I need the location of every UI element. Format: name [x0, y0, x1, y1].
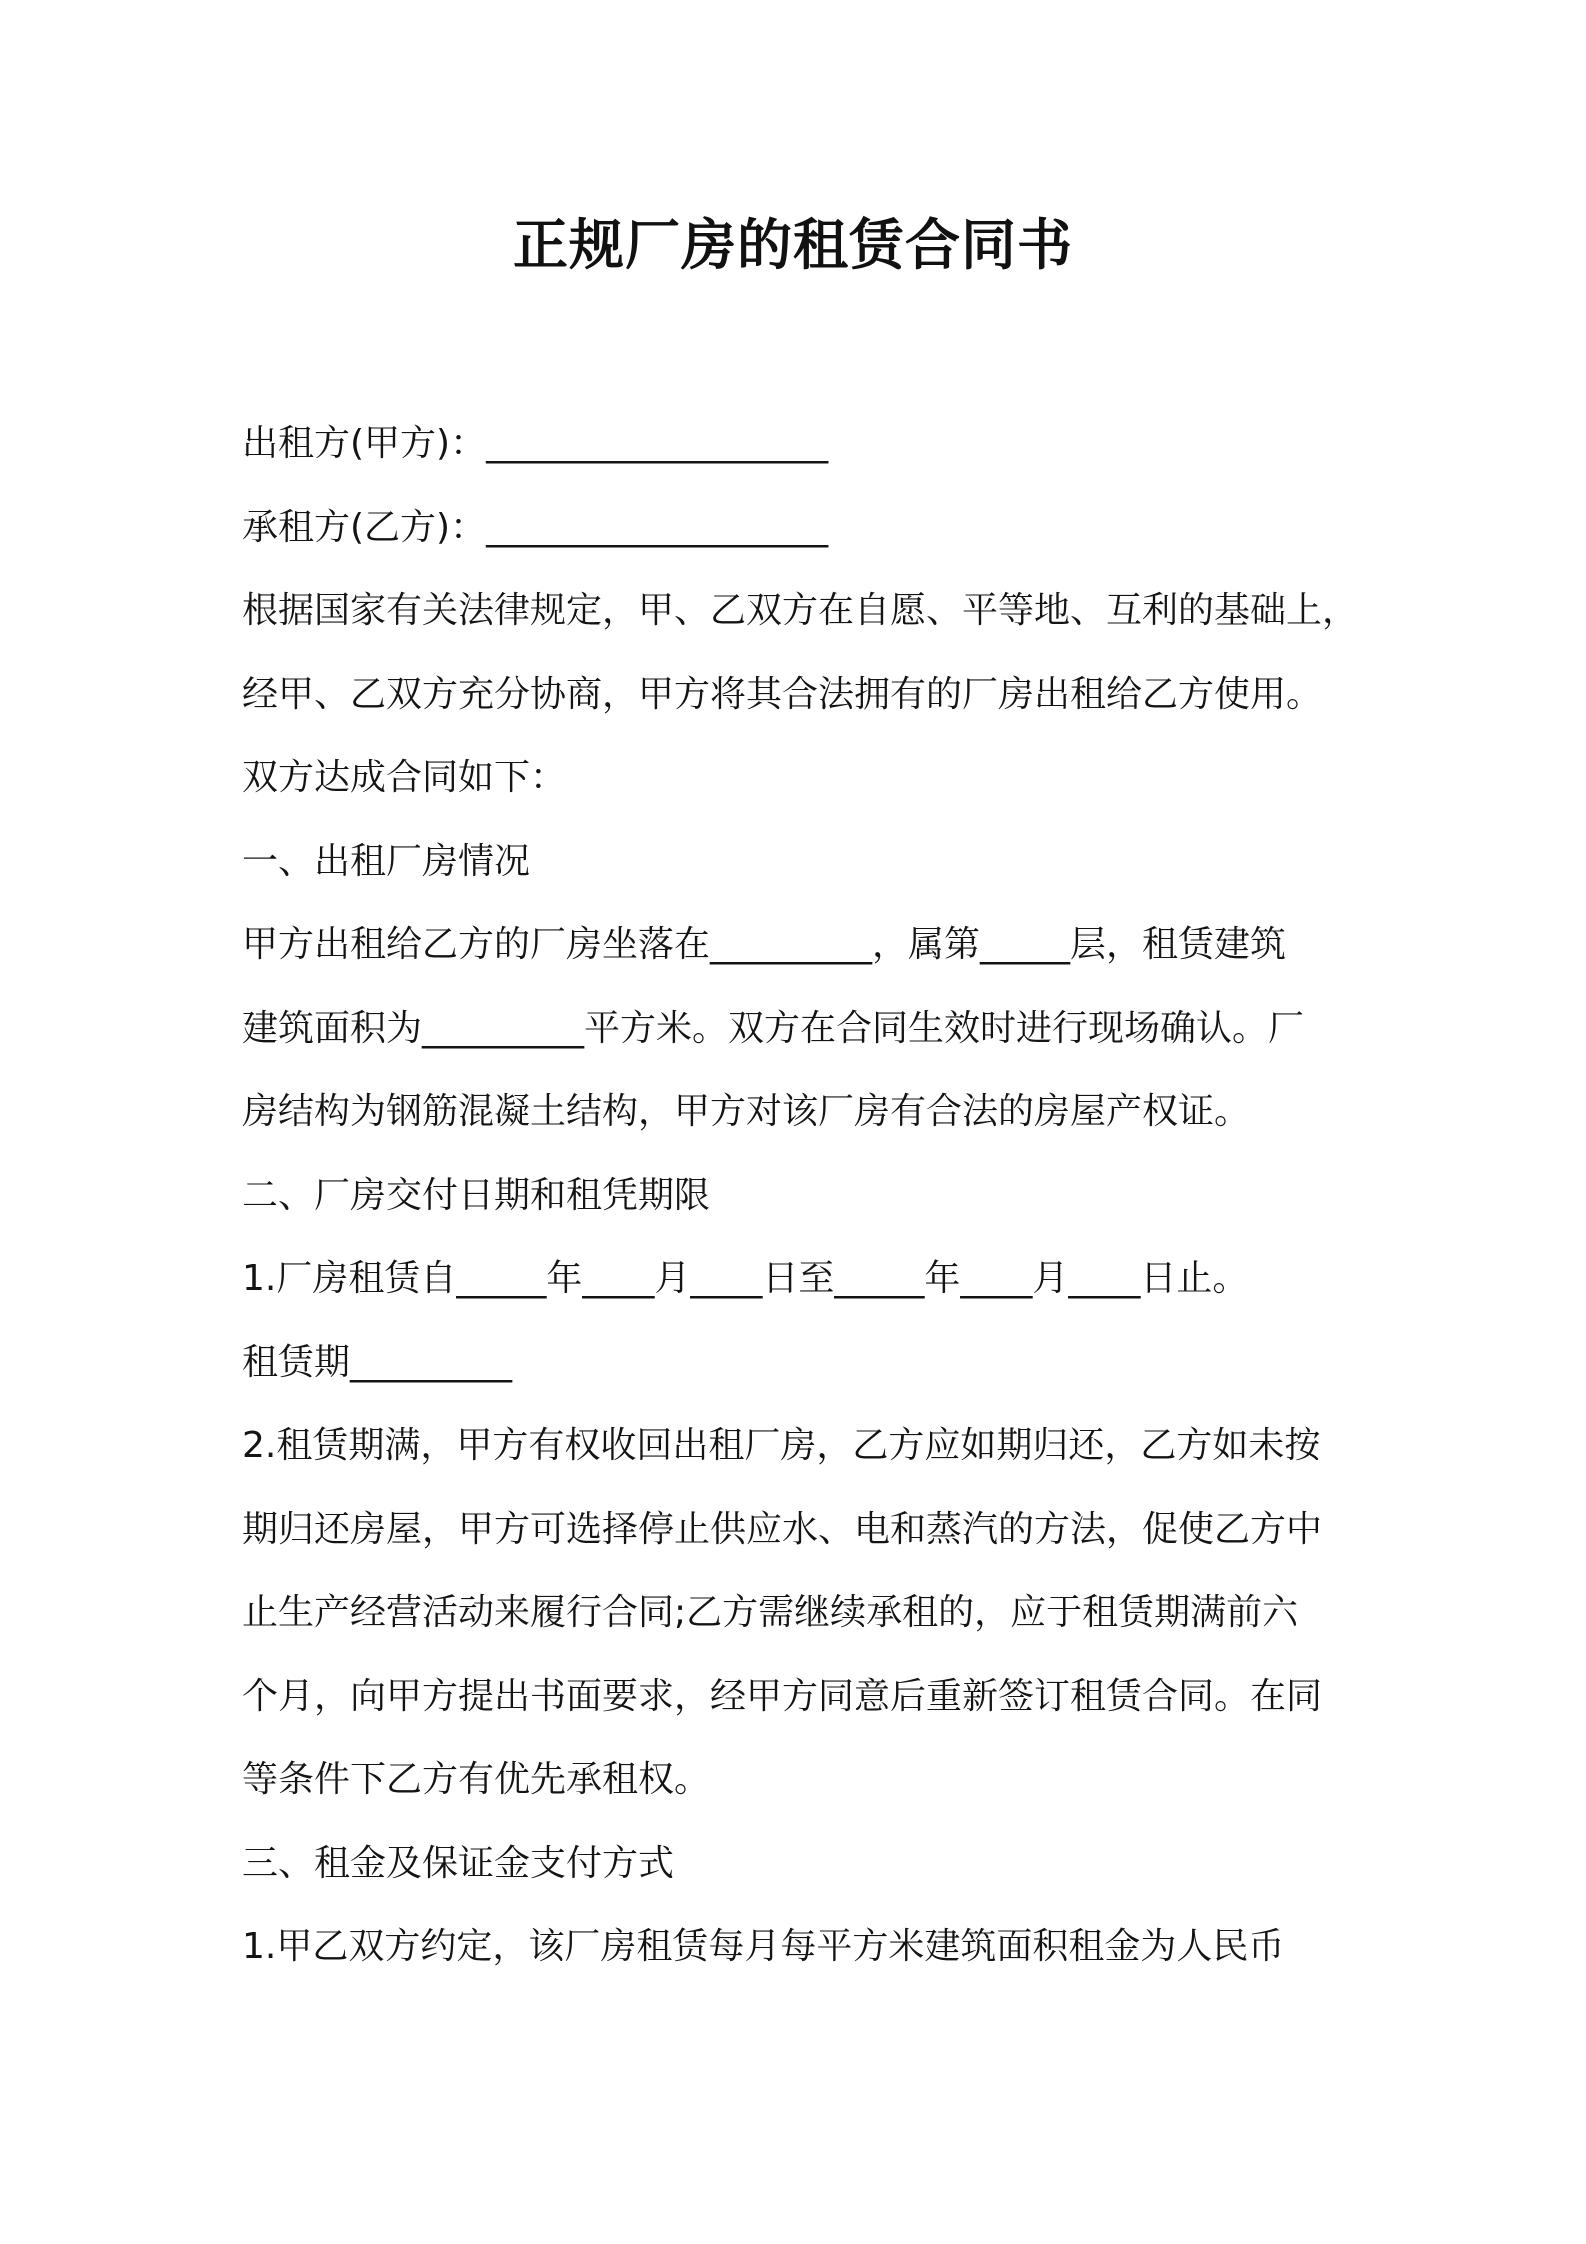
section-2-line-4: 期归还房屋，甲方可选择停止供应水、电和蒸汽的方法，促使乙方中 [242, 1508, 1323, 1550]
section-3-line-1: 1.甲乙双方约定，该厂房租赁每月每平方米建筑面积租金为人民币 [242, 1926, 1285, 1967]
document-body [242, 402, 1372, 1989]
section-2-line-3: 2.租赁期满，甲方有权收回出租厂房，乙方应如期归还，乙方如未按 [242, 1425, 1321, 1466]
section-1-line-2: 建筑面积为_________平方米。双方在合同生效时进行现场确认。厂 [242, 1007, 1305, 1049]
section-1-line-1: 甲方出租给乙方的厂房坐落在_________，属第_____层，租赁建筑 [242, 924, 1287, 965]
section-heading-3: 三、租金及保证金支付方式 [242, 1842, 675, 1884]
section-2-line-2: 租赁期_________ [242, 1341, 513, 1383]
section-heading-2: 二、厂房交付日期和租凭期限 [242, 1174, 711, 1216]
section-2-line-6: 个月，向甲方提出书面要求，经甲方同意后重新签订租赁合同。在同 [242, 1675, 1323, 1717]
section-2-line-5: 止生产经营活动来履行合同;乙方需继续承租的，应于租赁期满前六 [242, 1592, 1299, 1633]
intro-line-2: 经甲、乙双方充分协商，甲方将其合法拥有的厂房出租给乙方使用。 [242, 673, 1323, 715]
section-2-line-1: 1.厂房租赁自_____年____月____日至_____年____月____日止。 [242, 1258, 1249, 1299]
intro-line-1: 根据国家有关法律规定，甲、乙双方在自愿、平等地、互利的基础上， [242, 590, 1359, 631]
intro-line-3: 双方达成合同如下： [242, 757, 567, 798]
section-heading-1: 一、出租厂房情况 [242, 840, 531, 882]
lessee-line: 承租方(乙方)：___________________ [242, 506, 829, 548]
section-1-line-3: 房结构为钢筋混凝土结构，甲方对该厂房有合法的房屋产权证。 [242, 1091, 1251, 1132]
lessor-line: 出租方(甲方)：___________________ [242, 423, 829, 464]
section-2-line-7: 等条件下乙方有优先承租权。 [242, 1759, 711, 1800]
document-title: 正规厂房的租赁合同书 [512, 213, 1073, 277]
